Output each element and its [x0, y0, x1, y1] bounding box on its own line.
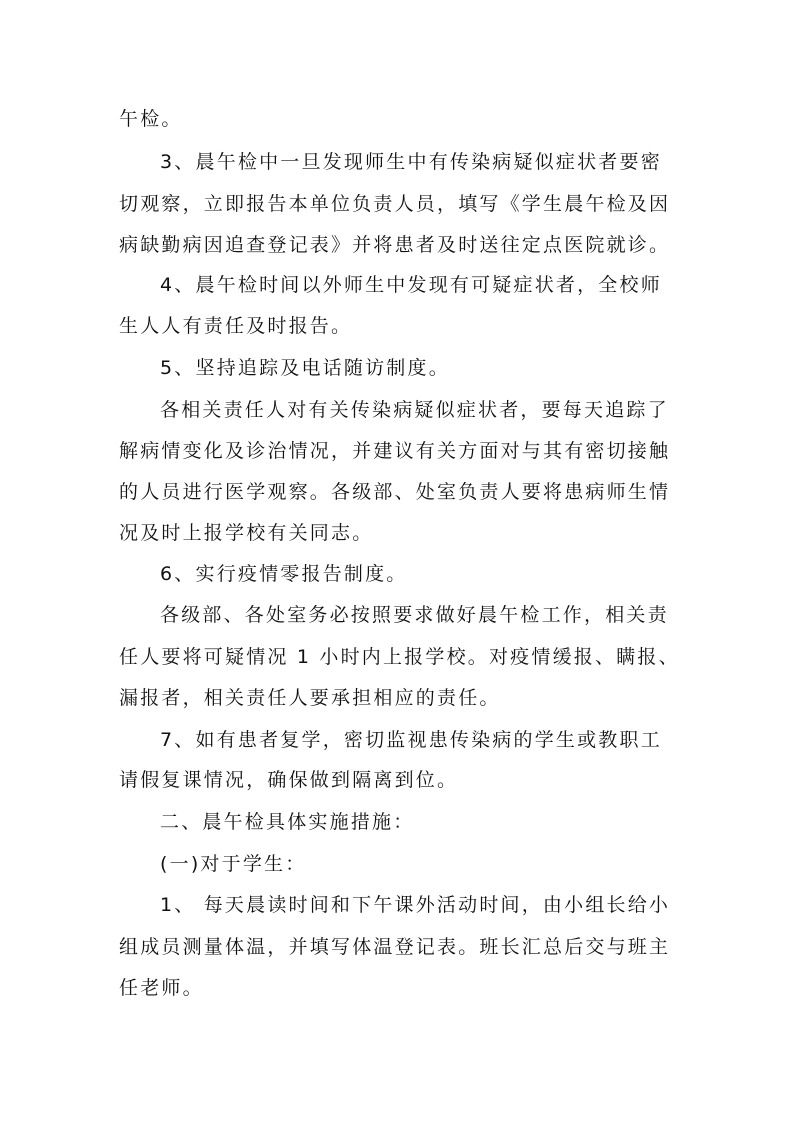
text-line: 午检。 [119, 108, 183, 130]
section-heading: 二、晨午检具体实施措施： [160, 811, 415, 833]
text-line: 各相关责任人对有关传染病疑似症状者，要每天追踪了 [160, 399, 669, 421]
text-line: 1、 每天晨读时间和下午课外活动时间，由小组长给小 [160, 894, 671, 916]
text-line: 切观察，立即报告本单位负责人员，填写《学生晨午检及因 [119, 193, 671, 215]
text-line: 解病情变化及诊治情况，并建议有关方面对与其有密切接触 [119, 440, 671, 462]
text-line: 生人人有责任及时报告。 [119, 315, 353, 337]
text-line: 3、晨午检中一旦发现师生中有传染病疑似症状者要密 [160, 151, 662, 173]
text-line: 请假复课情况，确保做到隔离到位。 [119, 769, 459, 791]
text-line: 况及时上报学校有关同志。 [119, 522, 374, 544]
text-line: 7、如有患者复学，密切监视患传染病的学生或教职工 [160, 729, 662, 751]
text-line: 的人员进行医学观察。各级部、处室负责人要将患病师生情 [119, 481, 671, 503]
text-line: 4、晨午检时间以外师生中发现有可疑症状者，全校师 [160, 274, 662, 296]
text-line: 病缺勤病因追查登记表》并将患者及时送往定点医院就诊。 [119, 234, 671, 256]
text-line: 各级部、各处室务必按照要求做好晨午检工作，相关责 [160, 604, 669, 626]
text-line: 6、实行疫情零报告制度。 [160, 563, 408, 585]
text-line: 任老师。 [119, 977, 204, 999]
text-line: 漏报者，相关责任人要承担相应的责任。 [119, 687, 501, 709]
subsection-heading: (一)对于学生： [160, 853, 307, 875]
text-line: 组成员测量体温，并填写体温登记表。班长汇总后交与班主 [119, 936, 671, 958]
text-line: 5、坚持追踪及电话随访制度。 [160, 357, 450, 379]
text-line: 任人要将可疑情况 1 小时内上报学校。对疫情缓报、瞒报、 [119, 646, 680, 668]
